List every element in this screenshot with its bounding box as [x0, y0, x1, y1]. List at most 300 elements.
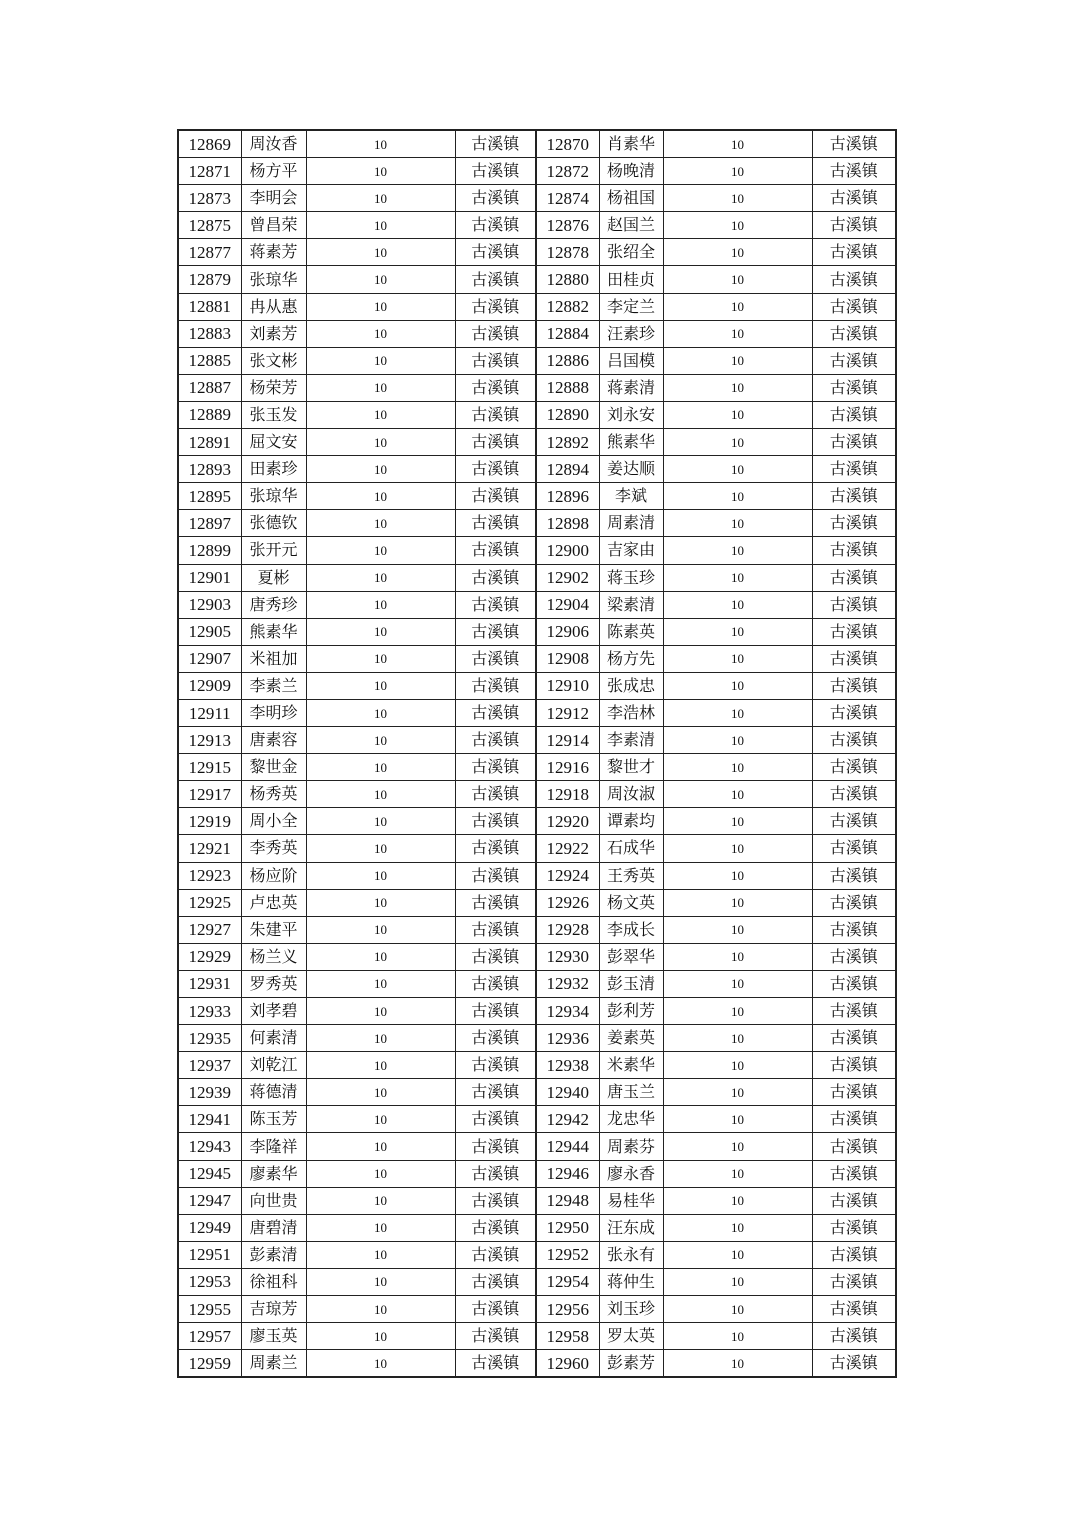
town-cell: 古溪镇 [812, 727, 896, 754]
person-name-cell: 陈素英 [599, 618, 663, 645]
town-cell: 古溪镇 [812, 645, 896, 672]
amount-cell: 10 [306, 347, 455, 374]
town-cell: 古溪镇 [812, 916, 896, 943]
town-cell: 古溪镇 [812, 754, 896, 781]
amount-cell: 10 [663, 401, 812, 428]
person-name-cell: 张开元 [241, 537, 306, 564]
amount-cell: 10 [306, 1160, 455, 1187]
amount-cell: 10 [663, 1079, 812, 1106]
amount-cell: 10 [306, 483, 455, 510]
record-number-cell: 12919 [178, 808, 241, 835]
town-cell: 古溪镇 [812, 1160, 896, 1187]
person-name-cell: 廖素华 [241, 1160, 306, 1187]
amount-cell: 10 [663, 130, 812, 158]
amount-cell: 10 [663, 998, 812, 1025]
amount-cell: 10 [306, 591, 455, 618]
record-number-cell: 12937 [178, 1052, 241, 1079]
table-row [178, 347, 896, 374]
amount-cell: 10 [306, 727, 455, 754]
record-number-cell: 12952 [536, 1241, 599, 1268]
amount-cell: 10 [306, 645, 455, 672]
person-name-cell: 米祖加 [241, 645, 306, 672]
amount-cell: 10 [663, 1133, 812, 1160]
person-name-cell: 廖永香 [599, 1160, 663, 1187]
town-cell: 古溪镇 [455, 510, 536, 537]
town-cell: 古溪镇 [812, 998, 896, 1025]
record-number-cell: 12922 [536, 835, 599, 862]
town-cell: 古溪镇 [812, 699, 896, 726]
person-name-cell: 蒋德清 [241, 1079, 306, 1106]
table-row [178, 456, 896, 483]
record-number-cell: 12932 [536, 970, 599, 997]
amount-cell: 10 [663, 970, 812, 997]
table-row [178, 754, 896, 781]
amount-cell: 10 [663, 158, 812, 185]
table-row [178, 510, 896, 537]
amount-cell: 10 [306, 889, 455, 916]
record-number-cell: 12929 [178, 943, 241, 970]
record-number-cell: 12934 [536, 998, 599, 1025]
record-number-cell: 12889 [178, 401, 241, 428]
record-number-cell: 12949 [178, 1214, 241, 1241]
person-name-cell: 屈文安 [241, 429, 306, 456]
record-number-cell: 12898 [536, 510, 599, 537]
record-number-cell: 12959 [178, 1350, 241, 1378]
record-number-cell: 12902 [536, 564, 599, 591]
town-cell: 古溪镇 [455, 1268, 536, 1295]
town-cell: 古溪镇 [812, 320, 896, 347]
amount-cell: 10 [663, 212, 812, 239]
amount-cell: 10 [663, 374, 812, 401]
table-row [178, 916, 896, 943]
amount-cell: 10 [306, 943, 455, 970]
amount-cell: 10 [306, 754, 455, 781]
record-number-cell: 12899 [178, 537, 241, 564]
person-name-cell: 王秀英 [599, 862, 663, 889]
table-row [178, 808, 896, 835]
town-cell: 古溪镇 [812, 1025, 896, 1052]
person-name-cell: 刘永安 [599, 401, 663, 428]
table-row [178, 537, 896, 564]
person-name-cell: 姜素英 [599, 1025, 663, 1052]
person-name-cell: 张永有 [599, 1241, 663, 1268]
amount-cell: 10 [663, 808, 812, 835]
record-number-cell: 12954 [536, 1268, 599, 1295]
town-cell: 古溪镇 [455, 862, 536, 889]
amount-cell: 10 [663, 862, 812, 889]
record-number-cell: 12955 [178, 1296, 241, 1323]
town-cell: 古溪镇 [812, 266, 896, 293]
town-cell: 古溪镇 [455, 130, 536, 158]
table-row [178, 943, 896, 970]
amount-cell: 10 [663, 239, 812, 266]
record-number-cell: 12942 [536, 1106, 599, 1133]
amount-cell: 10 [306, 374, 455, 401]
amount-cell: 10 [306, 1241, 455, 1268]
record-number-cell: 12882 [536, 293, 599, 320]
table-row [178, 239, 896, 266]
record-number-cell: 12927 [178, 916, 241, 943]
town-cell: 古溪镇 [812, 943, 896, 970]
record-number-cell: 12893 [178, 456, 241, 483]
town-cell: 古溪镇 [455, 239, 536, 266]
town-cell: 古溪镇 [455, 537, 536, 564]
person-name-cell: 汪素珍 [599, 320, 663, 347]
person-name-cell: 周小全 [241, 808, 306, 835]
amount-cell: 10 [306, 862, 455, 889]
record-number-cell: 12943 [178, 1133, 241, 1160]
town-cell: 古溪镇 [455, 672, 536, 699]
amount-cell: 10 [663, 1323, 812, 1350]
record-number-cell: 12875 [178, 212, 241, 239]
amount-cell: 10 [306, 185, 455, 212]
record-number-cell: 12883 [178, 320, 241, 347]
person-name-cell: 田桂贞 [599, 266, 663, 293]
town-cell: 古溪镇 [812, 429, 896, 456]
record-number-cell: 12877 [178, 239, 241, 266]
table-row [178, 835, 896, 862]
town-cell: 古溪镇 [455, 1160, 536, 1187]
record-number-cell: 12871 [178, 158, 241, 185]
person-name-cell: 彭素清 [241, 1241, 306, 1268]
amount-cell: 10 [663, 727, 812, 754]
amount-cell: 10 [306, 1214, 455, 1241]
record-number-cell: 12894 [536, 456, 599, 483]
town-cell: 古溪镇 [812, 537, 896, 564]
record-number-cell: 12892 [536, 429, 599, 456]
table-row [178, 1187, 896, 1214]
amount-cell: 10 [306, 158, 455, 185]
person-name-cell: 蒋仲生 [599, 1268, 663, 1295]
amount-cell: 10 [663, 293, 812, 320]
table-row [178, 781, 896, 808]
person-name-cell: 张琼华 [241, 483, 306, 510]
person-name-cell: 周素芬 [599, 1133, 663, 1160]
amount-cell: 10 [663, 1214, 812, 1241]
person-name-cell: 黎世才 [599, 754, 663, 781]
table-row [178, 1079, 896, 1106]
amount-cell: 10 [663, 185, 812, 212]
table-row [178, 672, 896, 699]
record-number-cell: 12944 [536, 1133, 599, 1160]
town-cell: 古溪镇 [812, 130, 896, 158]
person-name-cell: 廖玉英 [241, 1323, 306, 1350]
table-row [178, 889, 896, 916]
person-name-cell: 黎世金 [241, 754, 306, 781]
person-name-cell: 向世贵 [241, 1187, 306, 1214]
town-cell: 古溪镇 [455, 645, 536, 672]
table-row [178, 862, 896, 889]
town-cell: 古溪镇 [455, 1133, 536, 1160]
record-number-cell: 12876 [536, 212, 599, 239]
person-name-cell: 龙忠华 [599, 1106, 663, 1133]
person-name-cell: 唐玉兰 [599, 1079, 663, 1106]
town-cell: 古溪镇 [812, 1268, 896, 1295]
amount-cell: 10 [663, 1241, 812, 1268]
town-cell: 古溪镇 [812, 1187, 896, 1214]
person-name-cell: 蒋玉珍 [599, 564, 663, 591]
table-row [178, 1241, 896, 1268]
amount-cell: 10 [306, 1268, 455, 1295]
amount-cell: 10 [306, 1187, 455, 1214]
roster-table-body [178, 130, 896, 1377]
amount-cell: 10 [663, 1296, 812, 1323]
amount-cell: 10 [306, 456, 455, 483]
person-name-cell: 张琼华 [241, 266, 306, 293]
record-number-cell: 12906 [536, 618, 599, 645]
amount-cell: 10 [663, 699, 812, 726]
person-name-cell: 徐祖科 [241, 1268, 306, 1295]
record-number-cell: 12923 [178, 862, 241, 889]
town-cell: 古溪镇 [812, 1350, 896, 1378]
person-name-cell: 李素清 [599, 727, 663, 754]
record-number-cell: 12869 [178, 130, 241, 158]
record-number-cell: 12940 [536, 1079, 599, 1106]
person-name-cell: 朱建平 [241, 916, 306, 943]
person-name-cell: 杨荣芳 [241, 374, 306, 401]
person-name-cell: 李素兰 [241, 672, 306, 699]
table-row [178, 158, 896, 185]
town-cell: 古溪镇 [455, 347, 536, 374]
record-number-cell: 12933 [178, 998, 241, 1025]
town-cell: 古溪镇 [455, 808, 536, 835]
amount-cell: 10 [663, 537, 812, 564]
town-cell: 古溪镇 [455, 835, 536, 862]
amount-cell: 10 [306, 998, 455, 1025]
amount-cell: 10 [663, 672, 812, 699]
town-cell: 古溪镇 [812, 1106, 896, 1133]
town-cell: 古溪镇 [812, 889, 896, 916]
person-name-cell: 唐秀珍 [241, 591, 306, 618]
town-cell: 古溪镇 [455, 781, 536, 808]
amount-cell: 10 [306, 1106, 455, 1133]
town-cell: 古溪镇 [812, 510, 896, 537]
person-name-cell: 吕国模 [599, 347, 663, 374]
town-cell: 古溪镇 [455, 1052, 536, 1079]
record-number-cell: 12887 [178, 374, 241, 401]
amount-cell: 10 [306, 1323, 455, 1350]
person-name-cell: 吉家由 [599, 537, 663, 564]
town-cell: 古溪镇 [812, 347, 896, 374]
record-number-cell: 12878 [536, 239, 599, 266]
amount-cell: 10 [663, 1268, 812, 1295]
town-cell: 古溪镇 [812, 672, 896, 699]
record-number-cell: 12936 [536, 1025, 599, 1052]
record-number-cell: 12903 [178, 591, 241, 618]
town-cell: 古溪镇 [812, 456, 896, 483]
table-row [178, 699, 896, 726]
town-cell: 古溪镇 [455, 618, 536, 645]
amount-cell: 10 [663, 510, 812, 537]
town-cell: 古溪镇 [812, 1214, 896, 1241]
record-number-cell: 12931 [178, 970, 241, 997]
record-number-cell: 12884 [536, 320, 599, 347]
town-cell: 古溪镇 [455, 456, 536, 483]
town-cell: 古溪镇 [812, 835, 896, 862]
record-number-cell: 12917 [178, 781, 241, 808]
amount-cell: 10 [306, 1052, 455, 1079]
record-number-cell: 12920 [536, 808, 599, 835]
town-cell: 古溪镇 [455, 1296, 536, 1323]
amount-cell: 10 [663, 320, 812, 347]
table-row [178, 130, 896, 158]
town-cell: 古溪镇 [812, 781, 896, 808]
person-name-cell: 谭素均 [599, 808, 663, 835]
record-number-cell: 12904 [536, 591, 599, 618]
person-name-cell: 李秀英 [241, 835, 306, 862]
person-name-cell: 张文彬 [241, 347, 306, 374]
record-number-cell: 12960 [536, 1350, 599, 1378]
amount-cell: 10 [306, 1133, 455, 1160]
person-name-cell: 彭玉清 [599, 970, 663, 997]
town-cell: 古溪镇 [455, 374, 536, 401]
amount-cell: 10 [306, 320, 455, 347]
table-row [178, 591, 896, 618]
record-number-cell: 12872 [536, 158, 599, 185]
record-number-cell: 12953 [178, 1268, 241, 1295]
person-name-cell: 李明会 [241, 185, 306, 212]
amount-cell: 10 [306, 401, 455, 428]
person-name-cell: 李斌 [599, 483, 663, 510]
person-name-cell: 周汝淑 [599, 781, 663, 808]
person-name-cell: 冉从惠 [241, 293, 306, 320]
town-cell: 古溪镇 [455, 889, 536, 916]
town-cell: 古溪镇 [455, 1106, 536, 1133]
table-row [178, 1214, 896, 1241]
amount-cell: 10 [306, 266, 455, 293]
table-row [178, 1268, 896, 1295]
record-number-cell: 12938 [536, 1052, 599, 1079]
record-number-cell: 12891 [178, 429, 241, 456]
amount-cell: 10 [663, 456, 812, 483]
person-name-cell: 蒋素清 [599, 374, 663, 401]
person-name-cell: 张玉发 [241, 401, 306, 428]
record-number-cell: 12881 [178, 293, 241, 320]
town-cell: 古溪镇 [455, 401, 536, 428]
person-name-cell: 杨方先 [599, 645, 663, 672]
amount-cell: 10 [306, 429, 455, 456]
town-cell: 古溪镇 [455, 185, 536, 212]
amount-cell: 10 [306, 808, 455, 835]
town-cell: 古溪镇 [455, 1079, 536, 1106]
record-number-cell: 12916 [536, 754, 599, 781]
record-number-cell: 12948 [536, 1187, 599, 1214]
town-cell: 古溪镇 [812, 862, 896, 889]
amount-cell: 10 [306, 1025, 455, 1052]
person-name-cell: 李隆祥 [241, 1133, 306, 1160]
person-name-cell: 彭素芳 [599, 1350, 663, 1378]
town-cell: 古溪镇 [812, 293, 896, 320]
person-name-cell: 易桂华 [599, 1187, 663, 1214]
town-cell: 古溪镇 [812, 212, 896, 239]
town-cell: 古溪镇 [455, 970, 536, 997]
person-name-cell: 田素珍 [241, 456, 306, 483]
amount-cell: 10 [663, 266, 812, 293]
table-row [178, 1106, 896, 1133]
person-name-cell: 熊素华 [241, 618, 306, 645]
town-cell: 古溪镇 [812, 1052, 896, 1079]
town-cell: 古溪镇 [455, 564, 536, 591]
person-name-cell: 姜达顺 [599, 456, 663, 483]
amount-cell: 10 [306, 699, 455, 726]
table-row [178, 1296, 896, 1323]
record-number-cell: 12918 [536, 781, 599, 808]
person-name-cell: 杨应阶 [241, 862, 306, 889]
person-name-cell: 何素清 [241, 1025, 306, 1052]
table-row [178, 293, 896, 320]
town-cell: 古溪镇 [455, 943, 536, 970]
person-name-cell: 石成华 [599, 835, 663, 862]
town-cell: 古溪镇 [455, 212, 536, 239]
record-number-cell: 12935 [178, 1025, 241, 1052]
record-number-cell: 12911 [178, 699, 241, 726]
record-number-cell: 12909 [178, 672, 241, 699]
person-name-cell: 杨秀英 [241, 781, 306, 808]
town-cell: 古溪镇 [455, 158, 536, 185]
person-name-cell: 李浩林 [599, 699, 663, 726]
person-name-cell: 米素华 [599, 1052, 663, 1079]
record-number-cell: 12901 [178, 564, 241, 591]
town-cell: 古溪镇 [455, 1025, 536, 1052]
town-cell: 古溪镇 [455, 916, 536, 943]
amount-cell: 10 [306, 239, 455, 266]
town-cell: 古溪镇 [455, 591, 536, 618]
amount-cell: 10 [306, 212, 455, 239]
amount-cell: 10 [663, 347, 812, 374]
record-number-cell: 12951 [178, 1241, 241, 1268]
table-row [178, 618, 896, 645]
amount-cell: 10 [663, 781, 812, 808]
person-name-cell: 唐素容 [241, 727, 306, 754]
record-number-cell: 12910 [536, 672, 599, 699]
person-name-cell: 李定兰 [599, 293, 663, 320]
record-number-cell: 12946 [536, 1160, 599, 1187]
record-number-cell: 12913 [178, 727, 241, 754]
town-cell: 古溪镇 [455, 266, 536, 293]
person-name-cell: 蒋素芳 [241, 239, 306, 266]
person-name-cell: 杨兰义 [241, 943, 306, 970]
person-name-cell: 彭利芳 [599, 998, 663, 1025]
amount-cell: 10 [663, 943, 812, 970]
person-name-cell: 肖素华 [599, 130, 663, 158]
person-name-cell: 张德钦 [241, 510, 306, 537]
table-row [178, 1052, 896, 1079]
town-cell: 古溪镇 [812, 401, 896, 428]
table-row [178, 429, 896, 456]
record-number-cell: 12908 [536, 645, 599, 672]
record-number-cell: 12900 [536, 537, 599, 564]
record-number-cell: 12914 [536, 727, 599, 754]
person-name-cell: 周素清 [599, 510, 663, 537]
amount-cell: 10 [663, 835, 812, 862]
record-number-cell: 12926 [536, 889, 599, 916]
amount-cell: 10 [663, 889, 812, 916]
amount-cell: 10 [663, 754, 812, 781]
town-cell: 古溪镇 [812, 1296, 896, 1323]
town-cell: 古溪镇 [812, 564, 896, 591]
person-name-cell: 唐碧清 [241, 1214, 306, 1241]
person-name-cell: 刘乾江 [241, 1052, 306, 1079]
amount-cell: 10 [306, 1296, 455, 1323]
amount-cell: 10 [663, 1160, 812, 1187]
town-cell: 古溪镇 [455, 754, 536, 781]
record-number-cell: 12957 [178, 1323, 241, 1350]
record-number-cell: 12879 [178, 266, 241, 293]
amount-cell: 10 [306, 293, 455, 320]
amount-cell: 10 [306, 130, 455, 158]
amount-cell: 10 [306, 618, 455, 645]
amount-cell: 10 [663, 591, 812, 618]
